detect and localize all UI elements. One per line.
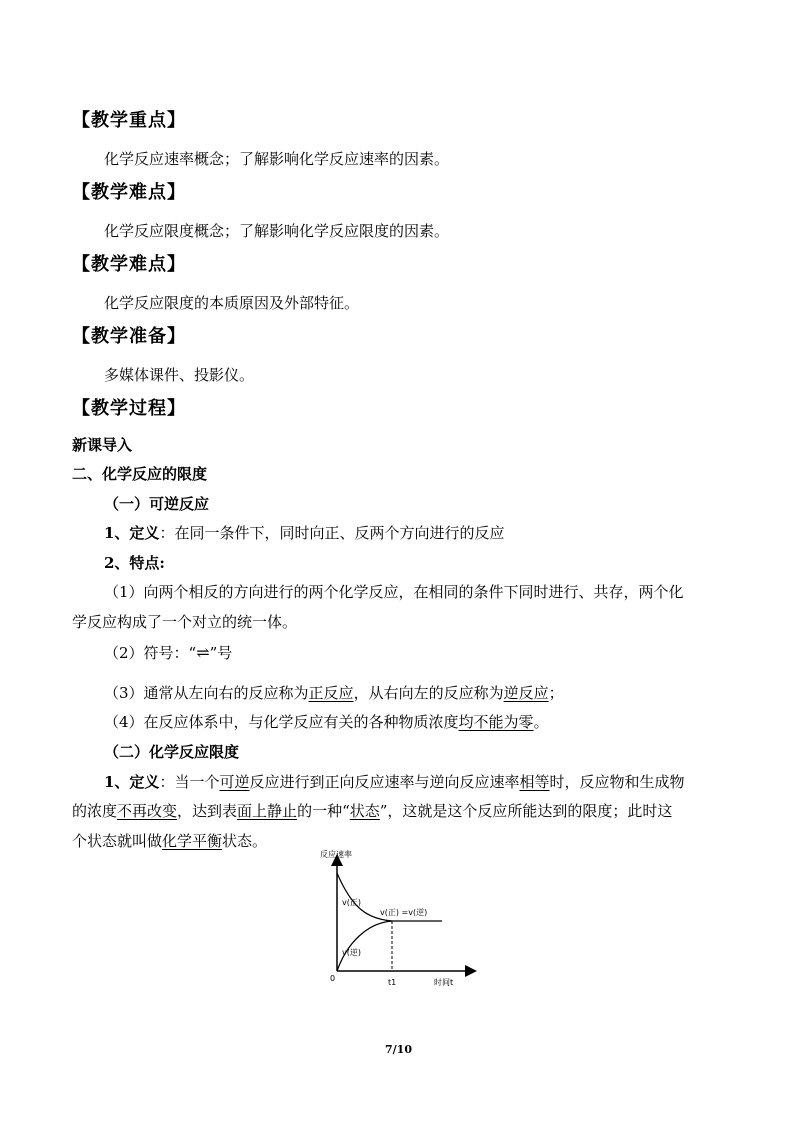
reverse-reaction-term: 逆反应 [503,684,549,702]
heading-process: 【教学过程】 [72,398,186,419]
equilibrium-symbol: ⇌ [196,643,210,662]
feature-4-line [104,711,549,732]
rate-time-graph [312,843,482,993]
chemical-equilibrium-term: 化学平衡 [162,832,223,850]
feature-2-end: ”号 [209,644,233,662]
limit-def-label: 1、定义 [104,773,160,791]
origin-label: 0 [330,974,336,983]
definition-line [104,522,504,543]
preparation-text: 多媒体课件、投影仪。 [104,366,255,384]
not-zero-term: 均不能为零 [458,713,534,731]
limit-def-text-b: 反应进行到正向反应速率与逆向反应速率 [249,773,520,791]
feature-4-end: 。 [533,713,549,731]
limit-def2-text-d: ”，这就是这个反应所能达到的限度；此时这 [379,802,673,820]
feature-3-mid: ，从右向左的反应称为 [353,684,504,702]
feature-2-line [104,642,232,663]
limit-def-line-3 [72,830,267,851]
static-term: 面上静止 [237,802,298,820]
feature-1-line-2: 学反应构成了一个对立的统一体。 [72,613,298,631]
state-term: 状态 [349,802,380,820]
subsection-reversible: （一）可逆反应 [104,495,210,513]
limit-def3-text-b: 状态。 [222,832,268,850]
difficulty-text: 化学反应限度概念；了解影响化学反应限度的因素。 [104,222,450,240]
feature-4-text: （4）在反应体系中，与化学反应有关的各种物质浓度 [104,713,459,731]
definition-label: 1、定义 [104,524,160,542]
forward-reaction-term: 正反应 [308,684,354,702]
forward-rate-label: v(正) [342,898,361,907]
heading-difficulty: 【教学难点】 [72,182,186,203]
features-title: 2、特点: [104,554,165,572]
reverse-rate-label: v(逆) [342,948,361,957]
limit-def-text-a: ：当一个 [159,773,220,791]
feature-2-text: （2）符号：“ [104,644,197,662]
section-title: 二、化学反应的限度 [72,465,208,483]
t1-label: t1 [388,978,397,987]
heading-preparation: 【教学准备】 [72,326,186,347]
limit-def-line-2 [72,800,672,821]
limit-def3-text-a: 个状态就叫做 [72,832,163,850]
heading-key-points: 【教学重点】 [72,110,186,131]
subsection-limit: （二）化学反应限度 [104,743,240,761]
x-axis-label: 时间t [434,978,454,987]
reversible-term: 可逆 [219,773,250,791]
feature-1-line-1: （1）向两个相反的方向进行的两个化学反应，在相同的条件下同时进行、共存，两个化 [104,583,684,601]
intro-title: 新课导入 [72,436,133,454]
heading-difficulty-2: 【教学难点】 [72,254,186,275]
page-number: 7/10 [385,1043,412,1056]
limit-def2-text-b: ，达到表 [177,802,238,820]
limit-def2-text-c: 的一种“ [297,802,350,820]
difficulty-2-text: 化学反应限度的本质原因及外部特征。 [104,294,360,312]
feature-3-line [104,682,564,703]
key-points-text: 化学反应速率概念；了解影响化学反应速率的因素。 [104,150,450,168]
feature-3-end: ； [548,684,564,702]
equal-term: 相等 [519,773,550,791]
limit-def-line-1 [104,771,685,792]
feature-3-text: （3）通常从左向右的反应称为 [104,684,309,702]
unchanged-term: 不再改变 [117,802,178,820]
definition-text: ：在同一条件下，同时向正、反两个方向进行的反应 [159,524,505,542]
reverse-rate-curve [337,921,392,971]
equal-rate-label: v(正) =v(逆) [380,908,428,917]
limit-def-text-c: 时，反应物和生成物 [549,773,685,791]
limit-def2-text-a: 的浓度 [72,802,118,820]
y-axis-label: 反应速率 [320,850,352,859]
